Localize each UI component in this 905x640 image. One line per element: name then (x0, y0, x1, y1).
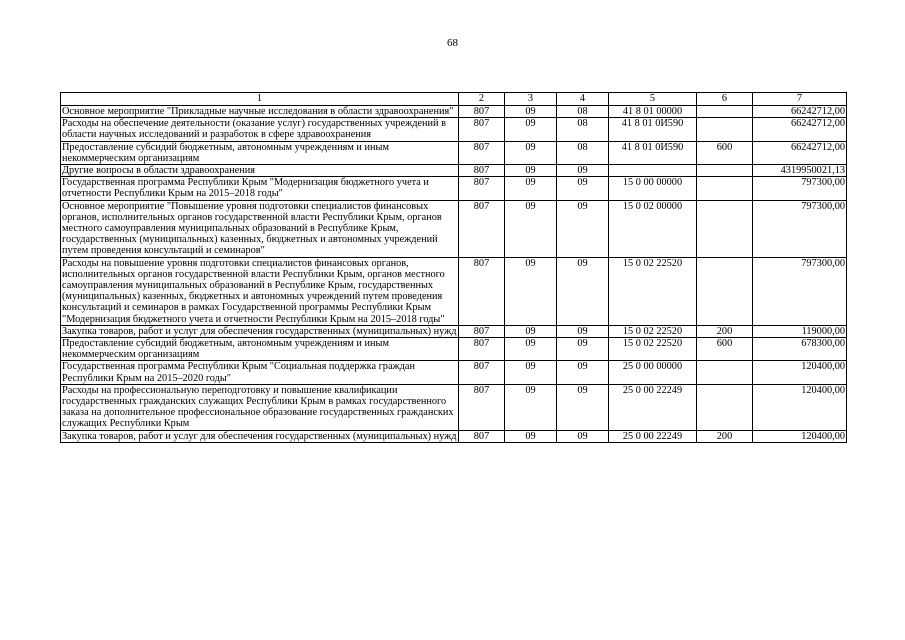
row-section: 09 (505, 430, 557, 442)
row-target-article: 15 0 02 22520 (609, 257, 697, 325)
row-expense-type: 600 (697, 141, 753, 164)
table-row (61, 257, 847, 325)
row-amount: 797300,00 (753, 257, 847, 325)
row-expense-type (697, 118, 753, 141)
row-subsection: 09 (557, 325, 609, 337)
header-row (61, 93, 847, 106)
row-expense-type: 200 (697, 325, 753, 337)
row-target-article: 41 8 01 0И590 (609, 118, 697, 141)
table-row (61, 118, 847, 141)
row-expense-type (697, 200, 753, 257)
row-amount: 66242712,00 (753, 106, 847, 118)
table-row (61, 384, 847, 430)
row-amount: 797300,00 (753, 177, 847, 200)
row-subsection: 09 (557, 177, 609, 200)
row-subsection: 09 (557, 200, 609, 257)
page-number: 68 (447, 37, 458, 49)
budget-table (60, 92, 847, 443)
header-cell-3: 3 (505, 93, 557, 106)
row-admin-code: 807 (459, 257, 505, 325)
row-admin-code: 807 (459, 118, 505, 141)
table-row (61, 141, 847, 164)
row-expense-type (697, 361, 753, 384)
row-name: Основное мероприятие "Прикладные научные исследования в области здравоохранения" (61, 106, 459, 118)
row-subsection: 08 (557, 118, 609, 141)
row-admin-code: 807 (459, 106, 505, 118)
row-admin-code: 807 (459, 384, 505, 430)
row-section: 09 (505, 106, 557, 118)
header-cell-5: 5 (609, 93, 697, 106)
table-row (61, 165, 847, 177)
table-row (61, 106, 847, 118)
row-section: 09 (505, 118, 557, 141)
row-expense-type (697, 106, 753, 118)
row-name: Основное мероприятие "Повышение уровня подготовки специалистов финансовых органов, исполнительных органов государственной власти Республики Крым, органов местного самоуправления муниципальных образований в Республике Крым, государственных (муниципальных) казенных, бюджетных и автономных учреждений путем проведения консультаций и семинаров" (61, 200, 459, 257)
row-section: 09 (505, 325, 557, 337)
row-amount: 797300,00 (753, 200, 847, 257)
table-row (61, 338, 847, 361)
row-name: Государственная программа Республики Крым "Модернизация бюджетного учета и отчетности Республики Крым на 2015–2018 годы" (61, 177, 459, 200)
row-amount: 120400,00 (753, 384, 847, 430)
table-row (61, 325, 847, 337)
row-subsection: 08 (557, 141, 609, 164)
table-row (61, 430, 847, 442)
row-admin-code: 807 (459, 430, 505, 442)
row-name: Расходы на повышение уровня подготовки специалистов финансовых органов, исполнительных органов государственной власти Республики Крым, органов местного самоуправления муниципальных образований в Республике Крым, государственных (муниципальных) казенных, бюджетных и автономных учреждений путем проведения консультаций и семинаров в рамках Государственной программы Республики Крым "Модернизация бюджетного учета и отчетности Республики Крым на 2015–2018 годы" (61, 257, 459, 325)
row-admin-code: 807 (459, 141, 505, 164)
row-admin-code: 807 (459, 165, 505, 177)
row-subsection: 09 (557, 384, 609, 430)
row-subsection: 09 (557, 165, 609, 177)
row-name: Закупка товаров, работ и услуг для обеспечения государственных (муниципальных) нужд (62, 430, 457, 442)
row-expense-type (697, 257, 753, 325)
header-cell-1: 1 (61, 93, 459, 106)
row-amount: 4319950021,13 (753, 165, 847, 177)
row-subsection: 09 (557, 430, 609, 442)
row-section: 09 (505, 177, 557, 200)
row-expense-type (697, 165, 753, 177)
row-amount: 119000,00 (753, 325, 847, 337)
row-target-article (609, 165, 697, 177)
table-row (61, 177, 847, 200)
row-target-article: 25 0 00 22249 (609, 384, 697, 430)
header-cell-4: 4 (557, 93, 609, 106)
row-admin-code: 807 (459, 361, 505, 384)
row-expense-type (697, 177, 753, 200)
row-subsection: 09 (557, 257, 609, 325)
row-name: Другие вопросы в области здравоохранения (61, 165, 459, 177)
row-name: Предоставление субсидий бюджетным, автономным учреждениям и иным некоммерческим организациям (61, 338, 459, 361)
row-name: Расходы на обеспечение деятельности (оказание услуг) государственных учреждений в области научных исследований и разработок в сфере здравоохранения (61, 118, 459, 141)
row-amount: 66242712,00 (753, 141, 847, 164)
row-admin-code: 807 (459, 177, 505, 200)
row-name: Расходы на профессиональную переподготовку и повышение квалификации государственных гражданских служащих Республики Крым в рамках государственного заказа на дополнительное профессиональное образование государственных гражданских служащих Республики Крым (61, 384, 459, 430)
row-name: Закупка товаров, работ и услуг для обеспечения государственных (муниципальных) нужд (62, 325, 457, 337)
row-section: 09 (505, 141, 557, 164)
row-target-article: 15 0 02 22520 (609, 338, 697, 361)
table-row (61, 200, 847, 257)
row-admin-code: 807 (459, 200, 505, 257)
row-section: 09 (505, 384, 557, 430)
row-section: 09 (505, 338, 557, 361)
row-admin-code: 807 (459, 338, 505, 361)
row-target-article: 15 0 02 22520 (609, 325, 697, 337)
row-name: Государственная программа Республики Крым "Социальная поддержка граждан Республики Крым на 2015–2020 годы" (61, 361, 459, 384)
row-amount: 678300,00 (753, 338, 847, 361)
row-target-article: 15 0 00 00000 (609, 177, 697, 200)
row-target-article: 41 8 01 0И590 (609, 141, 697, 164)
row-admin-code: 807 (459, 325, 505, 337)
row-subsection: 08 (557, 106, 609, 118)
row-amount: 120400,00 (753, 361, 847, 384)
header-cell-2: 2 (459, 93, 505, 106)
row-subsection: 09 (557, 361, 609, 384)
row-target-article: 25 0 00 22249 (609, 430, 697, 442)
row-section: 09 (505, 257, 557, 325)
row-amount: 66242712,00 (753, 118, 847, 141)
row-expense-type: 600 (697, 338, 753, 361)
row-expense-type: 200 (697, 430, 753, 442)
row-subsection: 09 (557, 338, 609, 361)
table-row (61, 361, 847, 384)
row-target-article: 41 8 01 00000 (609, 106, 697, 118)
row-target-article: 25 0 00 00000 (609, 361, 697, 384)
row-amount: 120400,00 (753, 430, 847, 442)
header-cell-7: 7 (753, 93, 847, 106)
row-section: 09 (505, 361, 557, 384)
row-section: 09 (505, 200, 557, 257)
row-section: 09 (505, 165, 557, 177)
row-expense-type (697, 384, 753, 430)
row-target-article: 15 0 02 00000 (609, 200, 697, 257)
row-name: Предоставление субсидий бюджетным, автономным учреждениям и иным некоммерческим организациям (61, 141, 459, 164)
header-cell-6: 6 (697, 93, 753, 106)
